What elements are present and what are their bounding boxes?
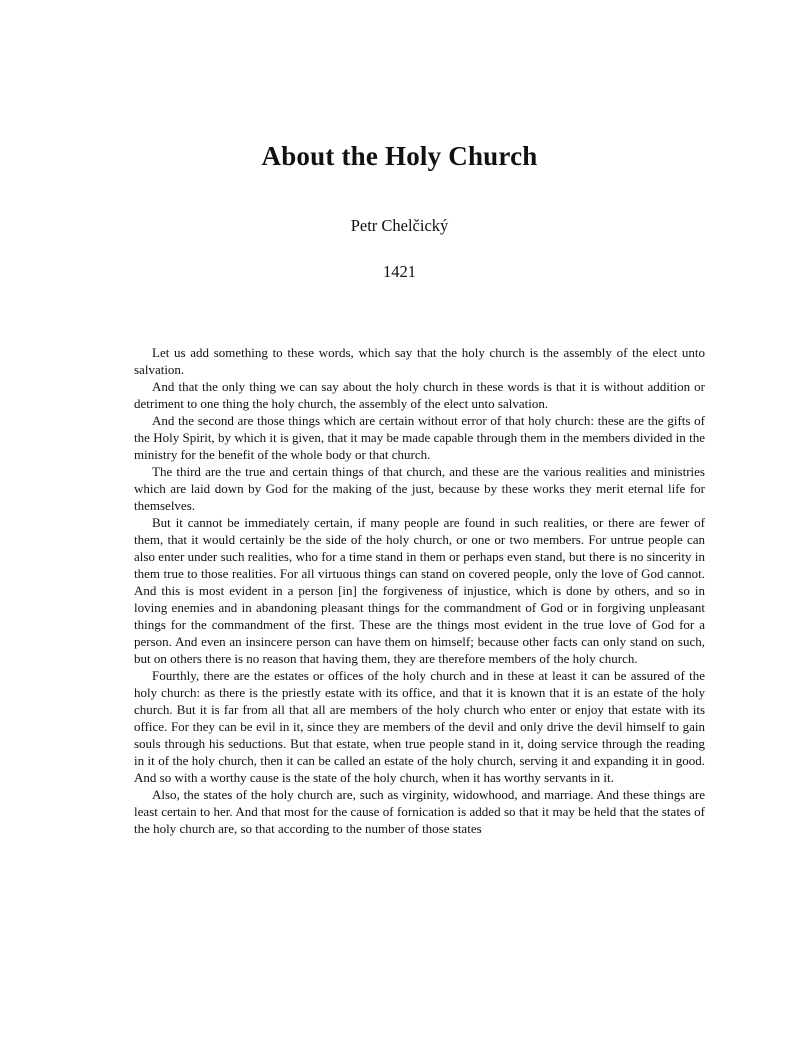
paragraph: And the second are those things which are certain without error of that holy church: these are the gifts of the Holy Spirit, by which it is given, that it may be made capable through them in the members divided in the ministry for the benefit of the whole body or that church.	[134, 413, 705, 462]
body-text	[134, 344, 705, 837]
paragraph: Fourthly, there are the estates or offices of the holy church and in these at least it can be assured of the holy church: as there is the priestly estate with its office, and that it is known that it is an estate of the holy church. But it is far from all that all are members of the holy church who enter or enjoy that estate with its office. For they can be evil in it, since they are members of the devil and only drive the devil himself to gain souls through his seductions. But that estate, when true people stand in it, doing service through the reading in it of the holy church, then it can be called an estate of the holy church, serving it and expanding it in good. And so with a worthy cause is the state of the holy church, when it has worthy servants in it.	[134, 668, 705, 785]
document-title: About the Holy Church	[261, 141, 538, 171]
paragraph: Also, the states of the holy church are, such as virginity, widowhood, and marriage. And these things are least certain to her. And that most for the cause of fornication is added so that it may be held that the states of the holy church are, so that according to the number of those states	[134, 787, 705, 836]
paragraph: But it cannot be immediately certain, if many people are found in such realities, or there are fewer of them, that it would certainly be the side of the holy church, or one or two members. For untrue people can also enter under such realities, who for a time stand in them or perhaps even stand, but there is no sincerity in them true to those realities. For all virtuous things can stand on covered people, only the love of God cannot. And this is most evident in a person [in] the forgiveness of injustice, which is done by others, and so in loving enemies and in abandoning pleasant things for the commandment of God or in forgiving unpleasant things for the commandment of the first. These are the things most evident in the true love of God for a person. And even an insincere person can have them on himself; because other facts can only stand on such, but on others there is no reason that having them, they are therefore members of the holy church.	[134, 515, 705, 666]
paragraph: And that the only thing we can say about the holy church in these words is that it is without addition or detriment to one thing the holy church, the assembly of the elect unto salvation.	[134, 379, 705, 411]
paragraph: Let us add something to these words, which say that the holy church is the assembly of the elect unto salvation.	[134, 345, 705, 377]
paragraph: The third are the true and certain things of that church, and these are the various realities and ministries which are laid down by God for the making of the just, because by these works they merit eternal life for themselves.	[134, 464, 705, 513]
author-name: Petr Chelčický	[350, 216, 449, 235]
document-date: 1421	[383, 262, 416, 281]
